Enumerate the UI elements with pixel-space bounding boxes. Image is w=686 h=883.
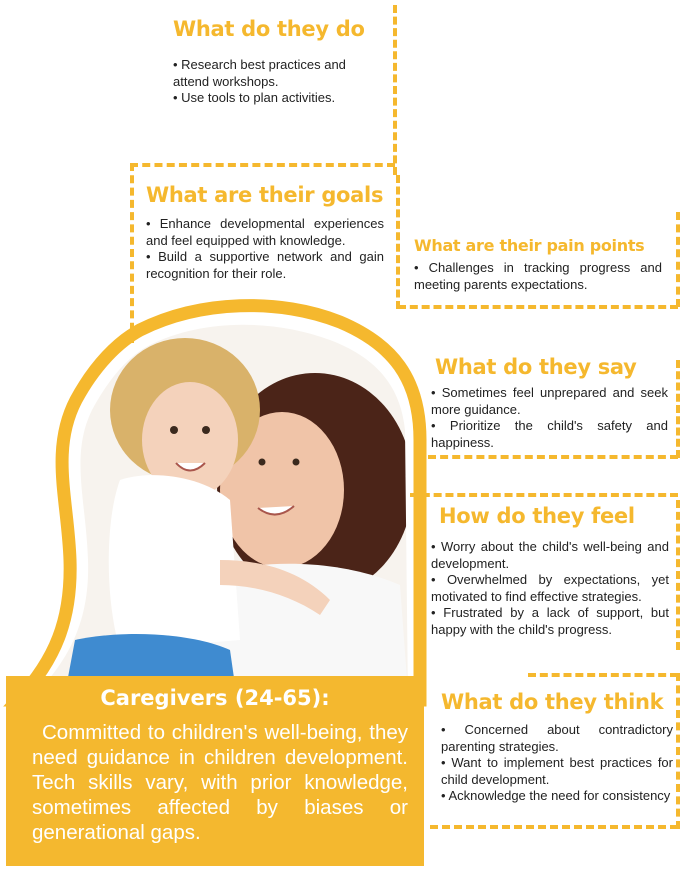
list-item: • Prioritize the child's safety and happiness. [431,418,668,450]
list-item: • Overwhelmed by expectations, yet motivated to find effective strategies. [431,572,669,604]
section-heading-do: What do they do [173,17,365,41]
persona-description: Committed to children's well-being, they need guidance in children development. Tech skills vary, with prior knowledge, sometimes affected by biases or generational gaps. [32,721,408,844]
list-item: • Want to implement best practices for child development. [441,755,673,787]
list-item: • Acknowledge the need for consistency [441,788,671,803]
list-item: • Worry about the child's well-being and development. [431,539,669,571]
section-heading-think: What do they think [441,690,664,714]
section-heading-goals: What are their goals [146,183,384,207]
persona-panel [6,676,424,866]
section-heading-pain-points: What are their pain points [414,236,645,255]
section-body-feel [431,539,669,638]
list-item: • Build a supportive network and gain recognition for their role. [146,249,384,281]
list-item: • Challenges in tracking progress and meeting parents expectations. [414,260,662,292]
list-item: • Frustrated by a lack of support, but happy with the child's progress. [431,605,669,637]
persona-title: Caregivers (24-65): [100,686,330,710]
section-body-think [441,722,673,805]
section-heading-feel: How do they feel [439,504,635,528]
list-item: • Sometimes feel unprepared and seek more guidance. [431,385,668,417]
section-body-goals [146,216,384,282]
section-body-do [173,57,383,107]
section-heading-say: What do they say [435,355,637,379]
list-item: • Use tools to plan activities. [173,90,336,105]
list-item: • Research best practices and attend workshops. [173,57,346,89]
list-item: • Enhance developmental experiences and feel equipped with knowledge. [146,216,384,248]
list-item: • Concerned about contradictory parenting strategies. [441,722,673,754]
section-body-pain-points [414,260,662,293]
section-body-say [431,385,668,451]
